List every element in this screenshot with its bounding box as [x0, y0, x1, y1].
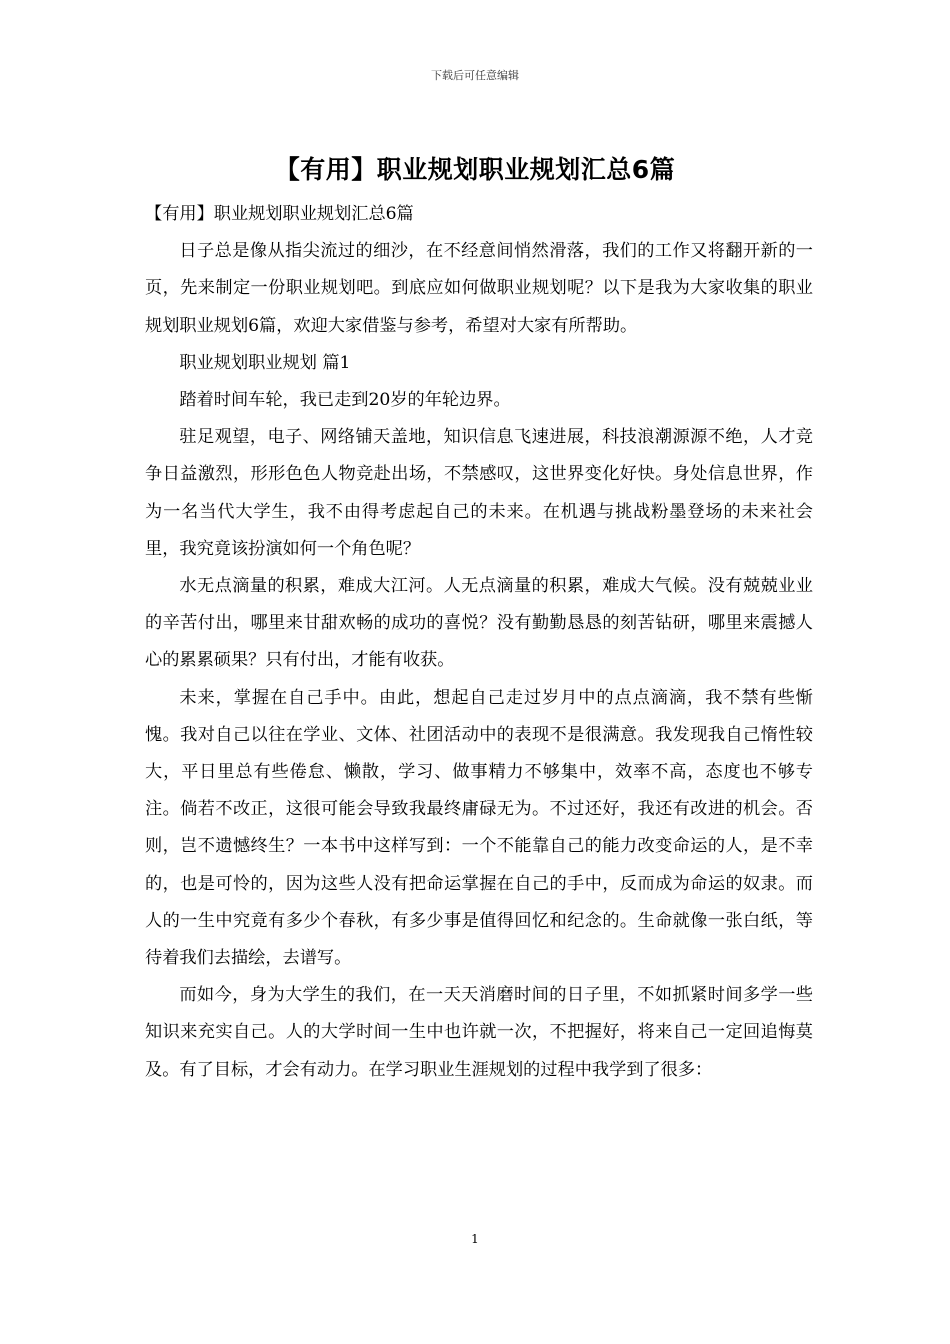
subtitle-paragraph: 【有用】职业规划职业规划汇总6篇: [145, 204, 414, 224]
page-header: 下载后可任意编辑: [431, 69, 519, 82]
document-body: [145, 196, 813, 1089]
intro-paragraph: 日子总是像从指尖流过的细沙，在不经意间悄然滑落，我们的工作又将翻开新的一页，先来制定一份职业规划吧。到底应如何做职业规划呢？以下是我为大家收集的职业规划职业规划6篇，欢迎大家借鉴与参考，希望对大家有所帮助。: [145, 241, 813, 336]
body-paragraph: 踏着时间车轮，我已走到20岁的年轮边界。: [179, 390, 511, 411]
body-paragraph: 而如今，身为大学生的我们，在一天天消磨时间的日子里，不如抓紧时间多学一些知识来充实自己。人的大学时间一生中也许就一次，不把握好，将来自己一定回追悔莫及。有了目标，才会有动力。在学习职业生涯规划的过程中我学到了很多：: [145, 985, 813, 1080]
document-title: 【有用】职业规划职业规划汇总6篇: [274, 155, 676, 184]
body-paragraph: 未来，掌握在自己手中。由此，想起自己走过岁月中的点点滴滴，我不禁有些惭愧。我对自己以往在学业、文体、社团活动中的表现不是很满意。我发现我自己惰性较大，平日里总有些倦怠、懒散，学习、做事精力不够集中，效率不高，态度也不够专注。倘若不改正，这很可能会导致我最终庸碌无为。不过还好，我还有改进的机会。否则，岂不遗憾终生？一本书中这样写到：一个不能靠自己的能力改变命运的人，是不幸的，也是可怜的，因为这些人没有把命运掌握在自己的手中，反而成为命运的奴隶。而人的一生中究竟有多少个春秋，有多少事是值得回忆和纪念的。生命就像一张白纸，等待着我们去描绘，去谱写。: [145, 687, 813, 969]
body-paragraph: 水无点滴量的积累，难成大江河。人无点滴量的积累，难成大气候。没有兢兢业业的辛苦付出，哪里来甘甜欢畅的成功的喜悦？没有勤勤恳恳的刻苦钻研，哪里来震撼人心的累累硕果？只有付出，才能有收获。: [145, 576, 813, 671]
page-number: 1: [471, 1232, 479, 1246]
section-heading: 职业规划职业规划 篇1: [179, 352, 351, 373]
body-paragraph: 驻足观望，电子、网络铺天盖地，知识信息飞速进展，科技浪潮源源不绝，人才竞争日益激烈，形形色色人物竞赴出场，不禁感叹，这世界变化好快。身处信息世界，作为一名当代大学生，我不由得考虑起自己的未来。在机遇与挑战粉墨登场的未来社会里，我究竟该扮演如何一个角色呢？: [145, 427, 813, 559]
